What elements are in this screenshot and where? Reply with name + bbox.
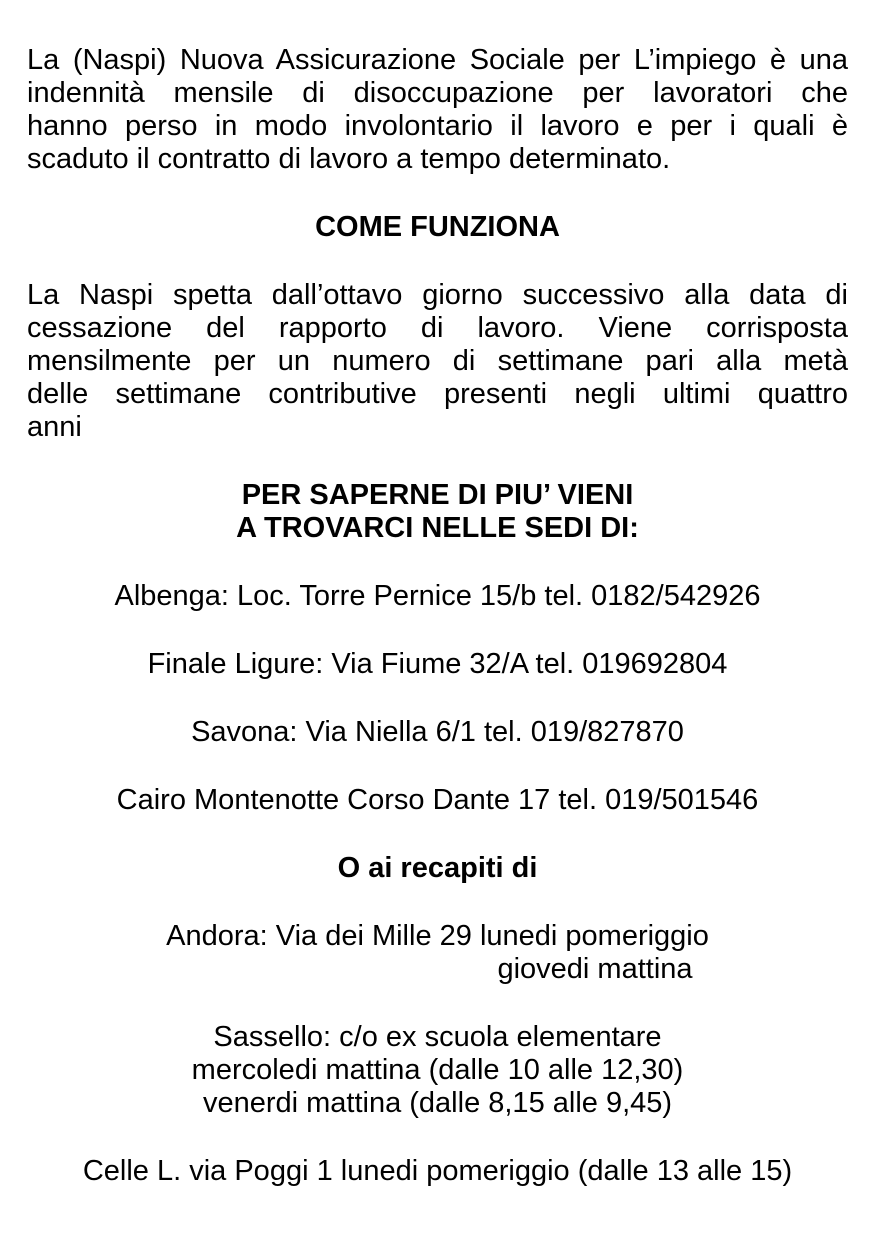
- recapito-sassello-line-1: Sassello: c/o ex scuola elementare: [213, 1021, 662, 1053]
- intro-line-4: scaduto il contratto di lavoro a tempo determinato.: [27, 143, 671, 175]
- heading-recapiti: O ai recapiti di: [337, 852, 538, 884]
- heading-sedi: [27, 479, 848, 545]
- heading-sedi-line-1: PER SAPERNE DI PIU’ VIENI: [241, 479, 634, 511]
- heading-sedi-line-2: A TROVARCI NELLE SEDI DI:: [236, 512, 639, 544]
- how-it-works-line-4: delle settimane contributive presenti negli ultimi quattro: [27, 378, 848, 410]
- how-it-works-line-2: cessazione del rapporto di lavoro. Viene corrisposta: [27, 312, 848, 344]
- heading-come-funziona: COME FUNZIONA: [315, 211, 560, 243]
- recapito-sassello-line-3: venerdi mattina (dalle 8,15 alle 9,45): [202, 1087, 673, 1119]
- recapito-andora-line-2: giovedi mattina: [497, 953, 693, 985]
- recapito-andora-line-1: Andora: Via dei Mille 29 lunedi pomeriggio: [166, 920, 709, 952]
- location-savona: Savona: Via Niella 6/1 tel. 019/827870: [191, 716, 684, 748]
- recapito-andora: [27, 920, 848, 986]
- intro-paragraph: [27, 44, 848, 176]
- location-finale-ligure: Finale Ligure: Via Fiume 32/A tel. 019692804: [147, 648, 728, 680]
- intro-line-2: indennità mensile di disoccupazione per lavoratori che: [27, 77, 848, 109]
- how-it-works-paragraph: [27, 279, 848, 444]
- how-it-works-line-3: mensilmente per un numero di settimane pari alla metà: [27, 345, 848, 377]
- how-it-works-line-1: La Naspi spetta dall’ottavo giorno successivo alla data di: [27, 279, 848, 311]
- location-albenga: Albenga: Loc. Torre Pernice 15/b tel. 0182/542926: [114, 580, 761, 612]
- location-cairo-montenotte: Cairo Montenotte Corso Dante 17 tel. 019/501546: [116, 784, 759, 816]
- recapito-celle: Celle L. via Poggi 1 lunedi pomeriggio (dalle 13 alle 15): [82, 1155, 793, 1187]
- how-it-works-line-5: anni: [27, 411, 82, 443]
- recapito-sassello-line-2: mercoledi mattina (dalle 10 alle 12,30): [191, 1054, 684, 1086]
- recapito-sassello: [27, 1021, 848, 1120]
- intro-line-3: hanno perso in modo involontario il lavoro e per i quali è: [27, 110, 848, 142]
- intro-line-1: La (Naspi) Nuova Assicurazione Sociale per L’impiego è una: [27, 44, 848, 76]
